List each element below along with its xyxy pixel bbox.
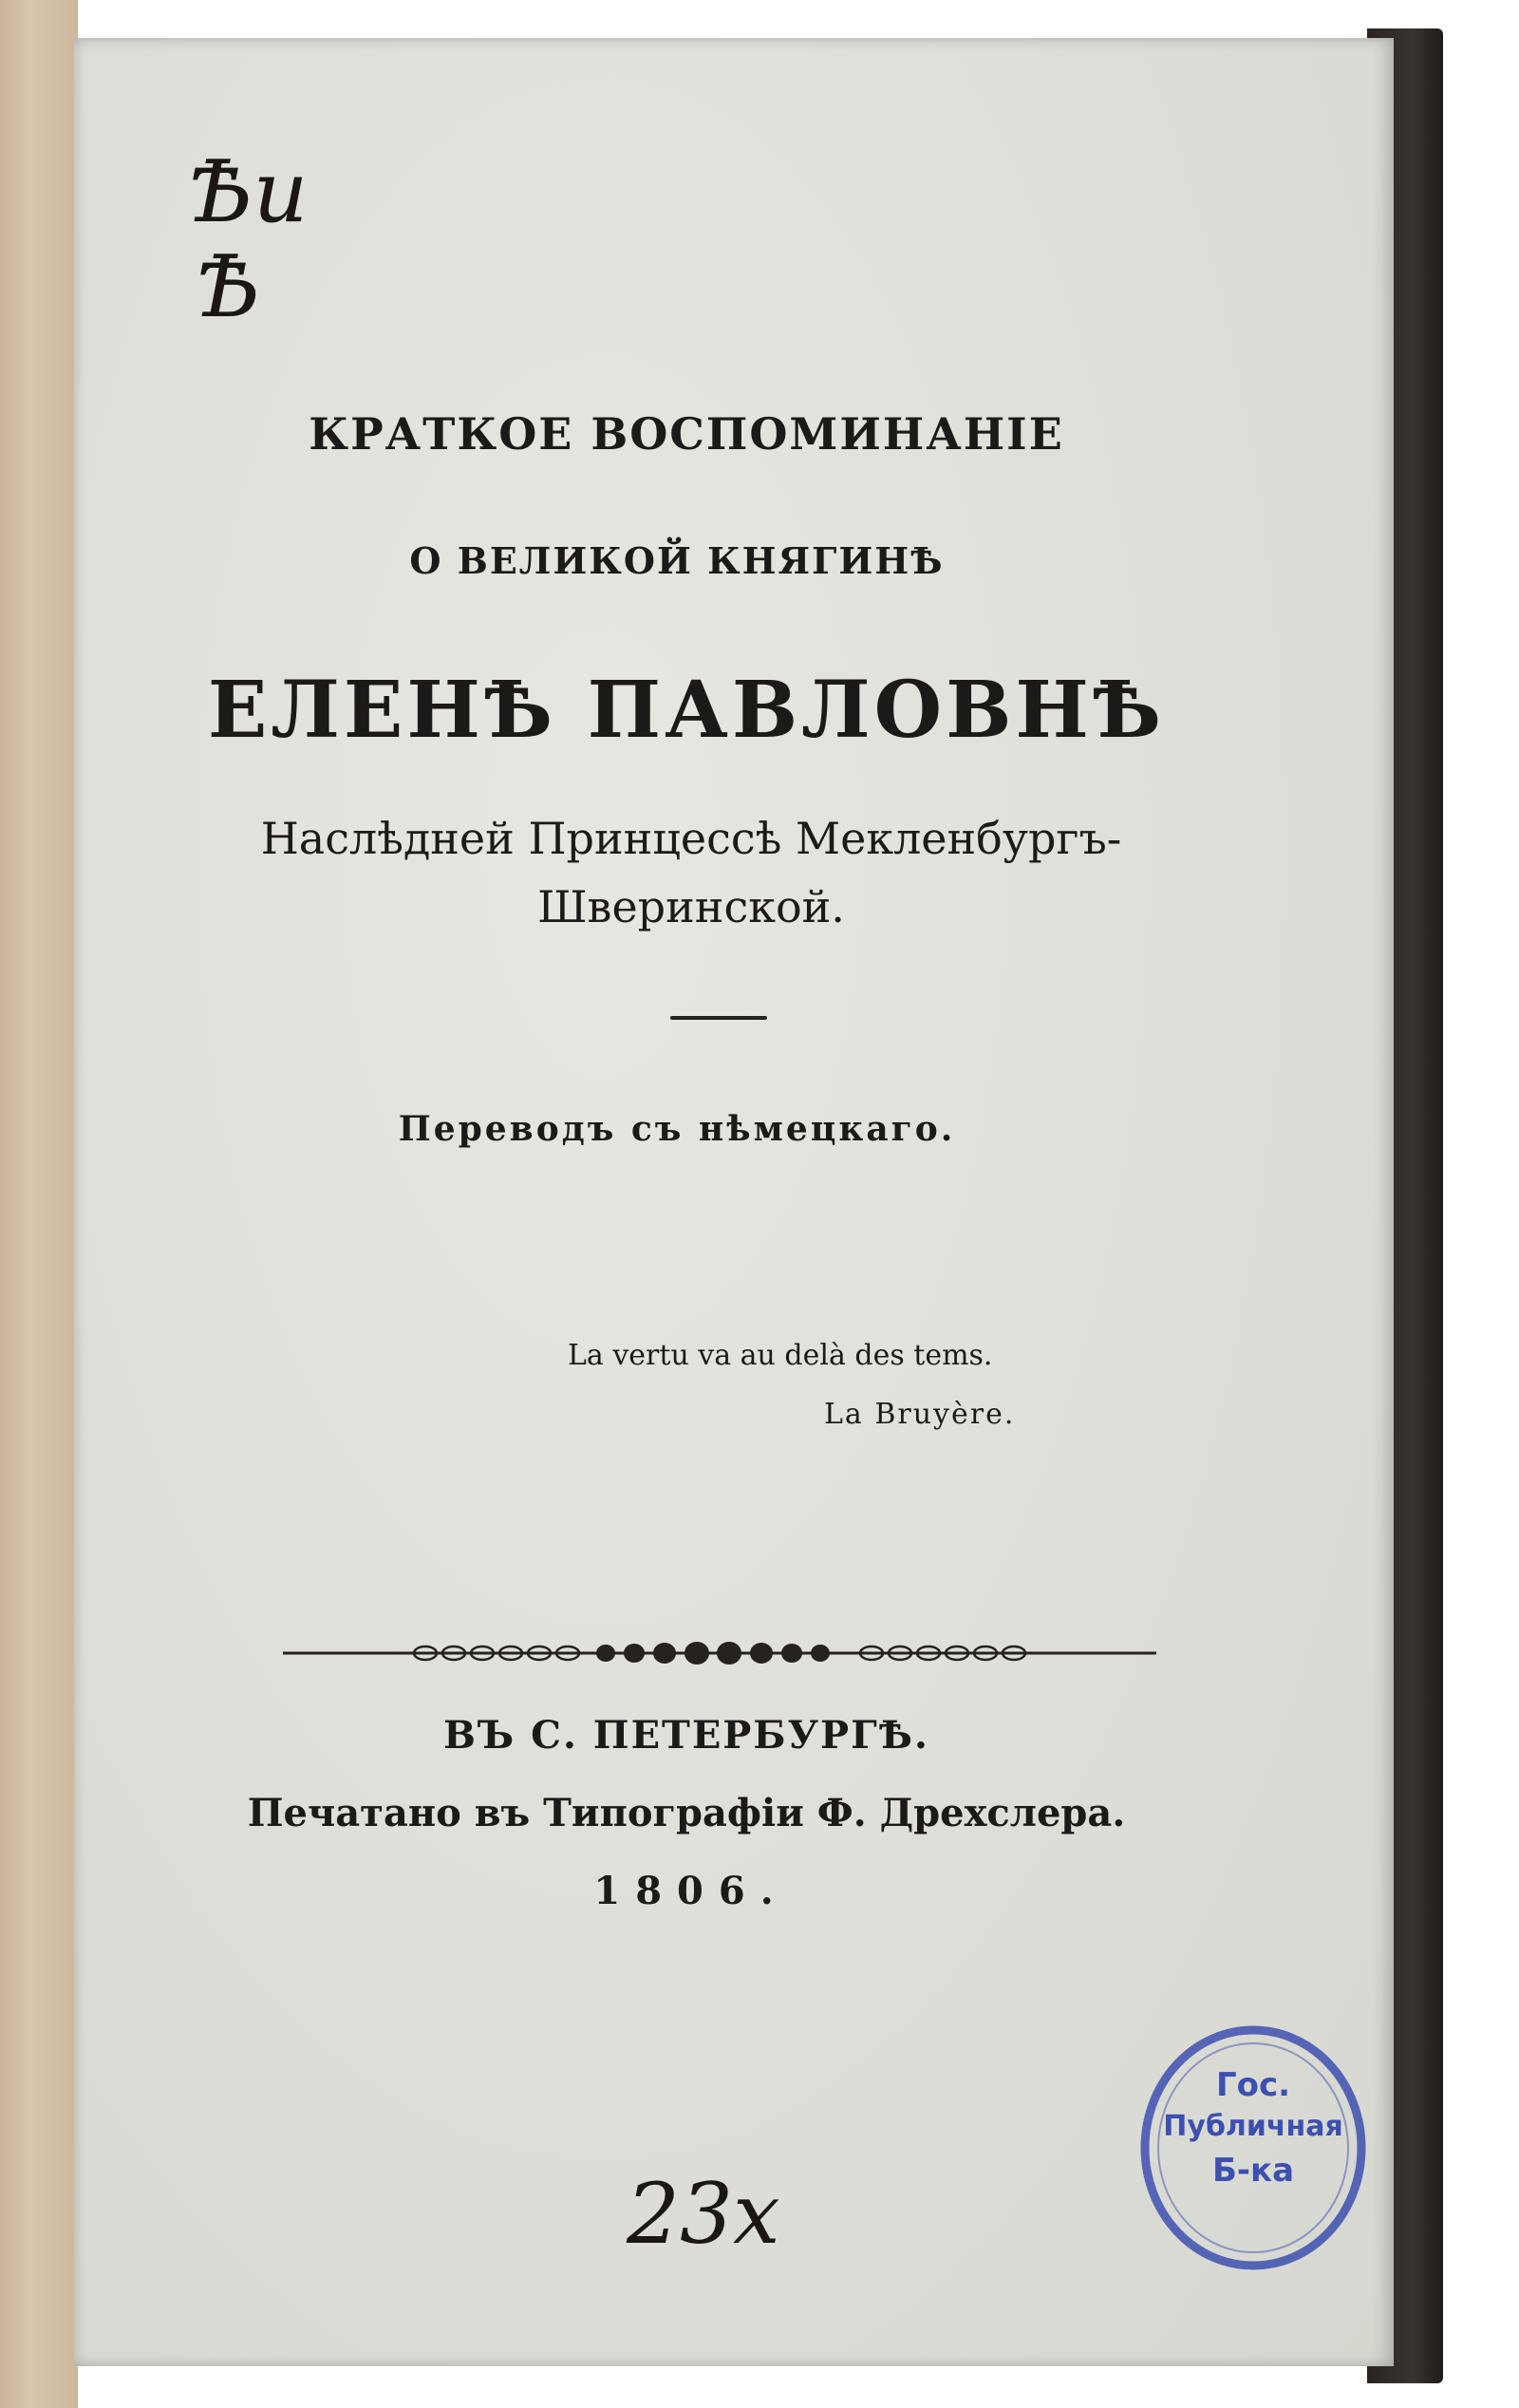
stamp-line-3: Б-ка [1211, 2152, 1295, 2190]
imprint-city: ВЪ С. ПЕТЕРБУРГѢ. [443, 1713, 929, 1758]
imprint-year: 1806. [593, 1869, 789, 1913]
book-subtitle: О ВЕЛИКОЙ КНЯГИНѢ [409, 539, 945, 582]
translation-note: Переводъ съ нѣмецкаго. [398, 1109, 956, 1149]
stamp-circle-icon [1135, 2021, 1371, 2275]
book-title: КРАТКОЕ ВОСПОМИНАНІЕ [309, 408, 1064, 460]
subject-name: ЕЛЕНѢ ПАВЛОВНѢ [207, 665, 1166, 756]
subject-description-line-2: Шверинской. [537, 881, 845, 932]
stamp-line-1: Гос. [1215, 2066, 1291, 2104]
subject-description-line-1: Наслѣдней Принцессѣ Мекленбургъ- [260, 813, 1122, 864]
imprint-printer: Печатано въ Типографіи Ф. Дрехслера. [247, 1791, 1126, 1835]
handwritten-number: 23x [627, 2165, 780, 2263]
epigraph-quote: La vertu va au delà des tems. [568, 1339, 993, 1372]
book-left-edge [0, 0, 78, 2408]
title-page [74, 38, 1394, 2366]
handwritten-shelfmark-2: Ѣ [196, 237, 261, 337]
epigraph-author: La Bruyère. [824, 1398, 1016, 1431]
handwritten-shelfmark-1: Ѣи [188, 142, 309, 242]
stamp-line-2: Публичная [1163, 2110, 1343, 2143]
divider-rule [670, 1016, 767, 1020]
ornamental-rule [283, 1639, 1156, 1667]
library-stamp [1135, 2021, 1371, 2275]
